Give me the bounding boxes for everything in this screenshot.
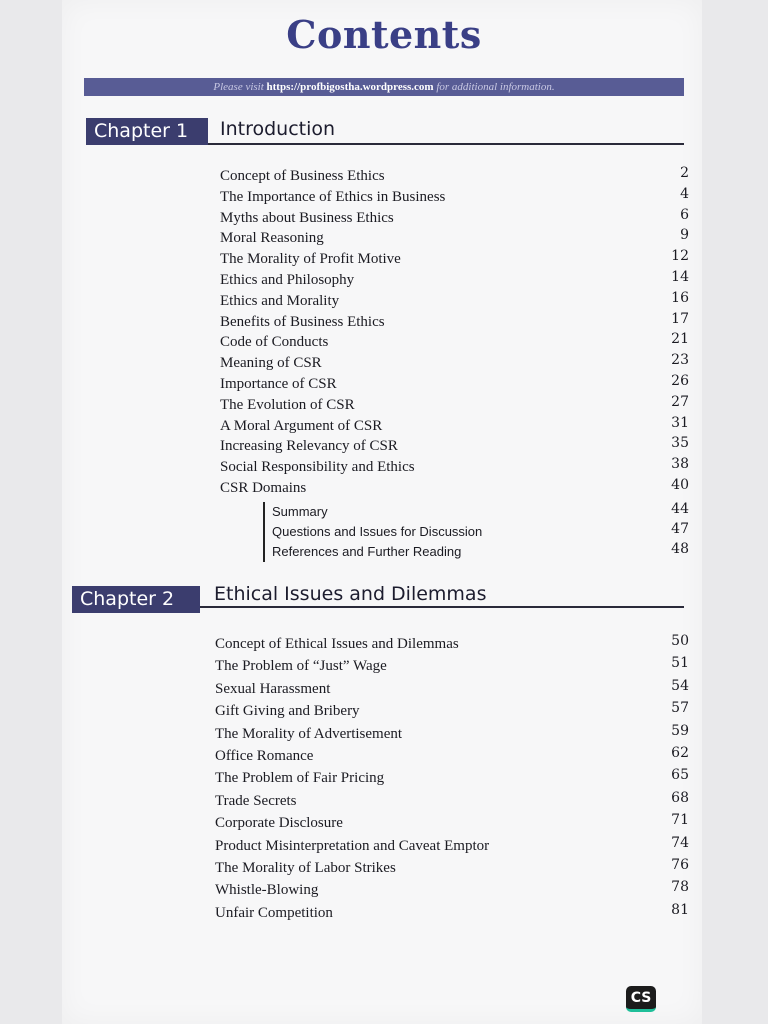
toc-entry-page: 38 bbox=[671, 456, 689, 473]
toc-entry-title: Moral Reasoning bbox=[220, 230, 324, 247]
toc-entry-page: 76 bbox=[671, 856, 689, 873]
toc-entry[interactable] bbox=[220, 291, 689, 312]
toc-entry-title: Importance of CSR bbox=[220, 375, 337, 392]
toc-entry-page: 65 bbox=[671, 767, 689, 784]
toc-entry-title: The Problem of Fair Pricing bbox=[215, 770, 385, 787]
toc-entry-page: 2 bbox=[680, 165, 689, 181]
toc-entry[interactable] bbox=[220, 416, 689, 437]
toc-entry[interactable] bbox=[215, 700, 689, 722]
toc-entry[interactable] bbox=[215, 812, 689, 834]
toc-entry-page: 47 bbox=[671, 521, 689, 537]
url-prefix: Please visit bbox=[213, 81, 264, 93]
toc-entry[interactable] bbox=[220, 270, 689, 291]
toc-entry[interactable] bbox=[215, 745, 689, 767]
toc-entry-page: 31 bbox=[671, 414, 689, 431]
toc-entry-page: 12 bbox=[671, 248, 689, 265]
page-title: Contents bbox=[286, 12, 482, 57]
toc-entry-page: 27 bbox=[671, 393, 689, 410]
toc-entry-title: Ethics and Philosophy bbox=[220, 271, 355, 288]
toc-entry-title: Concept of Ethical Issues and Dilemmas bbox=[215, 636, 459, 652]
toc-entry[interactable] bbox=[220, 332, 689, 353]
toc-entry[interactable] bbox=[220, 353, 689, 374]
chapter-2-rule bbox=[200, 606, 684, 608]
chapter-1-tag: Chapter 1 bbox=[86, 118, 208, 145]
toc-entry-page: 54 bbox=[671, 677, 689, 694]
toc-entry-page: 68 bbox=[671, 789, 689, 806]
toc-entry-title: Gift Giving and Bribery bbox=[215, 703, 360, 720]
toc-entry[interactable] bbox=[215, 655, 689, 677]
toc-entry-page: 16 bbox=[671, 289, 689, 306]
chapter-2-tag: Chapter 2 bbox=[72, 586, 200, 613]
toc-entry-page: 6 bbox=[680, 206, 689, 223]
toc-entry-page: 23 bbox=[671, 352, 689, 369]
toc-entry-title: Benefits of Business Ethics bbox=[220, 313, 385, 330]
camscanner-logo-icon: CS bbox=[626, 986, 656, 1012]
toc-entry[interactable] bbox=[215, 902, 689, 924]
toc-entry-page: 9 bbox=[680, 227, 689, 244]
toc-entry[interactable] bbox=[220, 478, 689, 499]
toc-entry-title: A Moral Argument of CSR bbox=[220, 417, 383, 434]
toc-entry-title: References and Further Reading bbox=[272, 544, 462, 559]
toc-entry[interactable] bbox=[220, 166, 689, 187]
toc-entry-page: 35 bbox=[671, 435, 689, 452]
toc-entry[interactable] bbox=[215, 835, 689, 857]
chapter-1-rule bbox=[208, 143, 684, 145]
toc-entry[interactable] bbox=[272, 502, 689, 522]
toc-entry-title: The Problem of “Just” Wage bbox=[215, 658, 387, 675]
toc-entry-page: 44 bbox=[671, 501, 689, 517]
toc-entry-page: 59 bbox=[671, 722, 689, 739]
url-suffix: for additional information. bbox=[436, 81, 555, 93]
toc-entry-title: Increasing Relevancy of CSR bbox=[220, 438, 398, 455]
toc-entry-page: 78 bbox=[671, 879, 689, 896]
url-link[interactable]: https://profbigostha.wordpress.com bbox=[266, 81, 434, 93]
toc-entry[interactable] bbox=[220, 228, 689, 249]
chapter-1-title: Introduction bbox=[220, 118, 336, 140]
toc-entry-page: 74 bbox=[671, 834, 689, 851]
toc-entry-title: Unfair Competition bbox=[215, 904, 333, 921]
toc-entry[interactable] bbox=[220, 208, 689, 229]
toc-entry[interactable] bbox=[272, 542, 689, 562]
toc-entry-title: Sexual Harassment bbox=[215, 680, 331, 697]
toc-entry[interactable] bbox=[215, 723, 689, 745]
toc-entry[interactable] bbox=[215, 857, 689, 879]
toc-entry-page: 14 bbox=[671, 268, 689, 285]
toc-entry-page: 62 bbox=[671, 744, 689, 761]
url-banner bbox=[84, 78, 684, 96]
chapter-2-title: Ethical Issues and Dilemmas bbox=[214, 583, 487, 605]
toc-entry[interactable] bbox=[220, 457, 689, 478]
toc-entry-page: 71 bbox=[671, 812, 689, 829]
toc-entry-title: Questions and Issues for Discussion bbox=[272, 524, 483, 539]
toc-entry-page: 4 bbox=[680, 185, 689, 202]
toc-entry-title: The Importance of Ethics in Business bbox=[220, 188, 446, 205]
toc-entry-page: 40 bbox=[671, 476, 689, 493]
toc-entry[interactable] bbox=[220, 249, 689, 270]
toc-entry-title: CSR Domains bbox=[220, 479, 307, 496]
toc-entry-page: 50 bbox=[671, 633, 689, 649]
chapter-1-toc bbox=[220, 166, 689, 499]
toc-entry[interactable] bbox=[272, 522, 689, 542]
toc-entry[interactable] bbox=[215, 633, 689, 655]
toc-entry-page: 48 bbox=[671, 541, 689, 557]
toc-entry-title: Meaning of CSR bbox=[220, 355, 322, 372]
toc-entry[interactable] bbox=[215, 879, 689, 901]
chapter-2-toc bbox=[215, 633, 689, 924]
toc-entry-page: 26 bbox=[671, 372, 689, 389]
toc-entry-page: 17 bbox=[671, 310, 689, 327]
toc-entry-title: Office Romance bbox=[215, 747, 314, 764]
toc-entry-page: 21 bbox=[671, 331, 689, 348]
toc-entry-page: 81 bbox=[671, 901, 689, 918]
toc-entry[interactable] bbox=[220, 187, 689, 208]
chapter-1-end-matter bbox=[272, 502, 689, 562]
end-matter-bracket bbox=[263, 502, 265, 562]
toc-entry-title: Code of Conducts bbox=[220, 334, 329, 351]
toc-entry-title: Trade Secrets bbox=[215, 792, 297, 809]
toc-entry-page: 57 bbox=[671, 700, 689, 717]
toc-entry-title: The Morality of Labor Strikes bbox=[215, 859, 396, 876]
toc-entry[interactable] bbox=[215, 790, 689, 812]
toc-entry[interactable] bbox=[220, 374, 689, 395]
toc-entry-title: The Evolution of CSR bbox=[220, 396, 355, 413]
toc-entry-title: Whistle-Blowing bbox=[215, 882, 319, 899]
toc-entry-title: Social Responsibility and Ethics bbox=[220, 459, 415, 476]
toc-entry-title: Product Misinterpretation and Caveat Emptor bbox=[215, 837, 490, 854]
toc-entry[interactable] bbox=[220, 436, 689, 457]
toc-entry-title: Ethics and Morality bbox=[220, 292, 340, 309]
toc-entry[interactable] bbox=[215, 678, 689, 700]
toc-entry-title: Corporate Disclosure bbox=[215, 815, 343, 832]
toc-entry-title: Myths about Business Ethics bbox=[220, 209, 394, 226]
toc-entry[interactable] bbox=[220, 312, 689, 333]
toc-entry[interactable] bbox=[215, 767, 689, 789]
toc-entry-title: The Morality of Advertisement bbox=[215, 725, 403, 742]
toc-entry-title: The Morality of Profit Motive bbox=[220, 251, 401, 268]
toc-entry[interactable] bbox=[220, 395, 689, 416]
toc-entry-page: 51 bbox=[671, 655, 689, 672]
toc-entry-title: Concept of Business Ethics bbox=[220, 168, 385, 184]
toc-entry-title: Summary bbox=[272, 504, 328, 519]
